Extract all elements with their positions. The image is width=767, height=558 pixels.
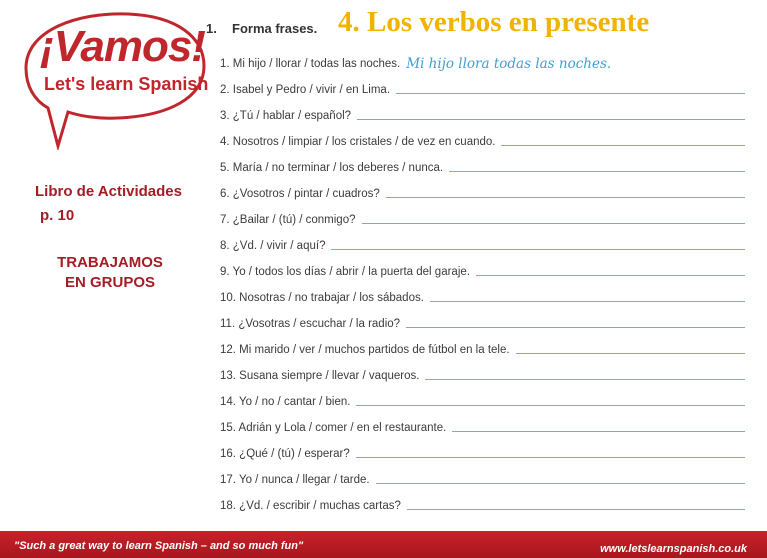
answer-line[interactable]: [357, 119, 745, 120]
exercise-prompt: 15. Adrián y Lola / comer / en el restaurante.: [220, 422, 447, 434]
exercise-item: [220, 105, 745, 123]
answer-line[interactable]: [425, 379, 745, 380]
answer-line[interactable]: [452, 431, 745, 432]
exercise-prompt: 16. ¿Qué / (tú) / esperar?: [220, 448, 350, 460]
exercise-answer: Mi hijo llora todas las noches.: [406, 56, 612, 72]
exercise-item: [220, 79, 745, 97]
answer-line[interactable]: [386, 197, 745, 198]
exercise-prompt: 11. ¿Vosotras / escuchar / la radio?: [220, 318, 401, 330]
exercise-number: 1.: [206, 21, 217, 36]
exercise-prompt: 3. ¿Tú / hablar / español?: [220, 110, 352, 122]
group-line-2: EN GRUPOS: [64, 274, 155, 291]
logo-title: ¡Vamos!: [40, 22, 205, 71]
exercise-item: [220, 391, 745, 409]
answer-line[interactable]: [396, 93, 745, 94]
exercise-prompt: 12. Mi marido / ver / muchos partidos de fútbol en la tele.: [220, 344, 510, 356]
book-title: Libro de Actividades: [35, 183, 182, 200]
exercise-prompt: 17. Yo / nunca / llegar / tarde.: [220, 474, 370, 486]
exercise-prompt: 2. Isabel y Pedro / vivir / en Lima.: [220, 84, 391, 96]
exercise-prompt: 4. Nosotros / limpiar / los cristales / de vez en cuando.: [220, 136, 496, 148]
answer-line[interactable]: [449, 171, 745, 172]
logo-subtitle: Let's learn Spanish: [44, 74, 209, 94]
exercise-prompt: 5. María / no terminar / los deberes / nunca.: [220, 162, 444, 174]
exercise-prompt: 13. Susana siempre / llevar / vaqueros.: [220, 370, 420, 382]
exercise-item: [220, 209, 745, 227]
answer-line[interactable]: [407, 509, 745, 510]
exercise-item: [220, 261, 745, 279]
answer-line[interactable]: [430, 301, 745, 302]
answer-line[interactable]: [362, 223, 746, 224]
answer-line[interactable]: [516, 353, 745, 354]
exercise-item: [220, 131, 745, 149]
exercise-item: [220, 313, 745, 331]
exercise-item: [220, 469, 745, 487]
answer-line[interactable]: [476, 275, 745, 276]
exercise-item: [220, 365, 745, 383]
answer-line[interactable]: [356, 457, 745, 458]
exercise-prompt: 14. Yo / no / cantar / bien.: [220, 396, 351, 408]
exercise-item: [220, 235, 745, 253]
group-work-label: [40, 253, 180, 293]
exercise-item: [220, 443, 745, 461]
exercise-item: [220, 183, 745, 201]
group-line-1: TRABAJAMOS: [57, 254, 163, 271]
exercise-prompt: 10. Nosotras / no trabajar / los sábados.: [220, 292, 424, 304]
exercise-prompt: 6. ¿Vosotros / pintar / cuadros?: [220, 188, 380, 200]
exercise-prompt: 18. ¿Vd. / escribir / muchas cartas?: [220, 500, 401, 512]
page-title: 4. Los verbos en presente: [338, 6, 650, 38]
exercise-prompt: 8. ¿Vd. / vivir / aquí?: [220, 240, 326, 252]
exercise-item: [220, 417, 745, 435]
exercise-item: [220, 53, 745, 71]
footer-bar: [0, 531, 767, 558]
answer-line[interactable]: [331, 249, 745, 250]
book-page: p. 10: [40, 207, 75, 224]
exercise-item: [220, 339, 745, 357]
exercise-prompt: 9. Yo / todos los días / abrir / la puerta del garaje.: [220, 266, 470, 278]
exercise-title: Forma frases.: [232, 21, 318, 36]
answer-line[interactable]: [406, 327, 745, 328]
book-reference: [35, 180, 182, 228]
answer-line[interactable]: [356, 405, 745, 406]
footer-slogan: "Such a great way to learn Spanish – and so much fun": [14, 540, 304, 552]
exercise-item: [220, 287, 745, 305]
exercise-prompt: 7. ¿Bailar / (tú) / conmigo?: [220, 214, 356, 226]
footer-url[interactable]: www.letslearnspanish.co.uk: [600, 543, 747, 555]
exercise-item: [220, 157, 745, 175]
answer-line[interactable]: [376, 483, 745, 484]
exercise-item: [220, 495, 745, 513]
vamos-logo: [18, 8, 208, 150]
exercise-prompt: 1. Mi hijo / llorar / todas las noches.: [220, 58, 401, 70]
answer-line[interactable]: [501, 145, 745, 146]
